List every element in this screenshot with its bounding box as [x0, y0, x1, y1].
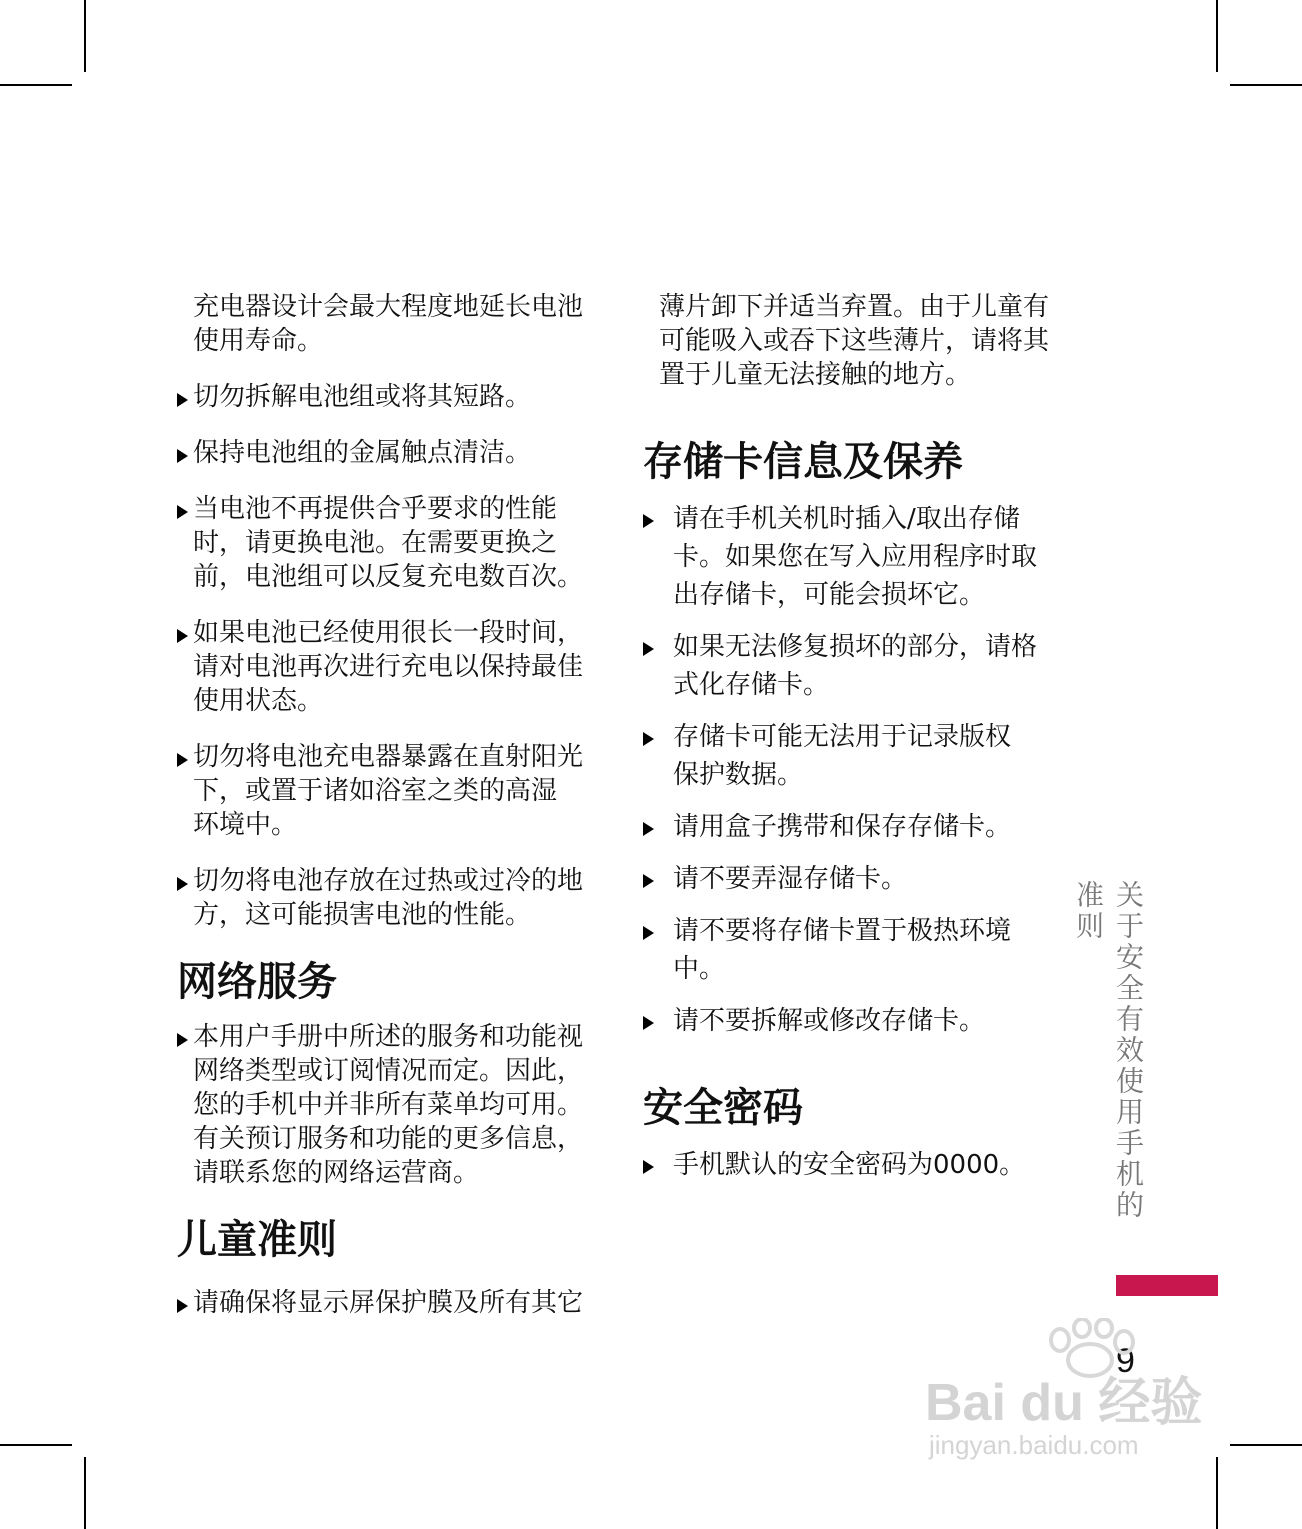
text-line: 请确保将显示屏保护膜及所有其它 — [193, 1288, 584, 1318]
list-item — [643, 1002, 1073, 1040]
text-line: 本用户手册中所述的服务和功能视 — [193, 1022, 584, 1052]
list-item — [643, 628, 1073, 704]
list-item — [177, 864, 597, 932]
memory-card-heading: 存储卡信息及保养 — [643, 439, 963, 485]
bullet-triangle-icon — [177, 629, 188, 643]
security-code-heading: 安全密码 — [643, 1085, 803, 1131]
list-item — [177, 616, 597, 718]
text-line: 使用状态。 — [193, 686, 324, 716]
right-column — [643, 290, 1073, 1184]
text-line: 如果无法修复损坏的部分，请格 — [673, 632, 1038, 662]
bullet-triangle-icon — [643, 874, 654, 888]
crop-mark — [1230, 1444, 1302, 1446]
network-heading: 网络服务 — [177, 959, 337, 1005]
text-line: 网络类型或订阅情况而定。因此， — [193, 1056, 584, 1086]
text-line: 出存储卡，可能会损坏它。 — [673, 580, 986, 610]
text-line: 当电池不再提供合乎要求的性能 — [193, 494, 558, 524]
text-line: 保持电池组的金属触点清洁。 — [193, 438, 532, 468]
crop-mark — [1216, 1457, 1218, 1529]
bullet-triangle-icon — [177, 505, 188, 519]
text-line: 手机默认的安全密码为0000。 — [673, 1150, 1026, 1180]
text-line: 请不要将存储卡置于极热环境 — [673, 916, 1012, 946]
text-line: 切勿将电池存放在过热或过冷的地 — [193, 866, 584, 896]
crop-mark — [84, 1457, 86, 1529]
left-column — [177, 290, 597, 1320]
text-line: 环境中。 — [193, 810, 298, 840]
list-item — [643, 912, 1073, 988]
list-item — [177, 380, 597, 414]
bullet-triangle-icon — [643, 514, 654, 528]
bullet-triangle-icon — [643, 1016, 654, 1030]
bullet-triangle-icon — [177, 393, 188, 407]
crop-mark — [0, 84, 72, 86]
text-line: 您的手机中并非所有菜单均可用。 — [193, 1090, 584, 1120]
intro-paragraph — [177, 290, 597, 358]
text-line: 请联系您的网络运营商。 — [193, 1158, 480, 1188]
accent-bar — [1116, 1275, 1218, 1296]
crop-mark — [1216, 0, 1218, 72]
bullet-triangle-icon — [643, 642, 654, 656]
text-line: 有关预订服务和功能的更多信息， — [193, 1124, 584, 1154]
list-item — [177, 1020, 597, 1190]
text-line: 置于儿童无法接触的地方。 — [659, 360, 972, 390]
crop-mark — [0, 1444, 72, 1446]
bullet-triangle-icon — [643, 926, 654, 940]
bullet-triangle-icon — [643, 822, 654, 836]
text-line: 可能吸入或吞下这些薄片，请将其 — [659, 326, 1050, 356]
list-item — [643, 718, 1073, 794]
text-line: 存储卡可能无法用于记录版权 — [673, 722, 1012, 752]
text-line: 请用盒子携带和保存存储卡。 — [673, 812, 1012, 842]
text-line: 薄片卸下并适当弃置。由于儿童有 — [659, 292, 1050, 322]
text-line: 切勿将电池充电器暴露在直射阳光 — [193, 742, 584, 772]
side-chapter-title: 关于安全有效使用手机的准则 — [1072, 880, 1145, 1221]
page-number: 9 — [1116, 1342, 1135, 1380]
text-line: 前，电池组可以反复充电数百次。 — [193, 562, 584, 592]
watermark-brand: Bai du 经验 — [925, 1374, 1203, 1432]
text-line: 请不要拆解或修改存储卡。 — [673, 1006, 986, 1036]
text-line: 请不要弄湿存储卡。 — [673, 864, 908, 894]
text-line: 请对电池再次进行充电以保持最佳 — [193, 652, 584, 682]
text-line: 中。 — [673, 954, 726, 984]
crop-mark — [1230, 84, 1302, 86]
watermark-url: jingyan.baidu.com — [929, 1430, 1139, 1460]
list-item — [177, 1286, 597, 1320]
list-item — [643, 500, 1073, 614]
list-item — [177, 492, 597, 594]
text-line: 方，这可能损害电池的性能。 — [193, 900, 532, 930]
children-heading: 儿童准则 — [177, 1217, 337, 1263]
text-line: 卡。如果您在写入应用程序时取 — [673, 542, 1038, 572]
bullet-triangle-icon — [643, 732, 654, 746]
text-line: 切勿拆解电池组或将其短路。 — [193, 382, 532, 412]
text-line: 保护数据。 — [673, 760, 804, 790]
continued-paragraph — [643, 290, 1073, 392]
bullet-triangle-icon — [177, 753, 188, 767]
text-line: 如果电池已经使用很长一段时间， — [193, 618, 584, 648]
bullet-triangle-icon — [177, 877, 188, 891]
text-line: 下，或置于诸如浴室之类的高湿 — [193, 776, 558, 806]
list-item — [643, 808, 1073, 846]
text-line: 充电器设计会最大程度地延长电池 — [193, 292, 584, 322]
list-item — [643, 860, 1073, 898]
list-item — [177, 436, 597, 470]
bullet-triangle-icon — [643, 1160, 654, 1174]
bullet-triangle-icon — [177, 1299, 188, 1313]
text-line: 式化存储卡。 — [673, 670, 830, 700]
list-item — [177, 740, 597, 842]
text-line: 时，请更换电池。在需要更换之 — [193, 528, 558, 558]
bullet-triangle-icon — [177, 449, 188, 463]
bullet-triangle-icon — [177, 1033, 188, 1047]
text-line: 请在手机关机时插入/取出存储 — [673, 504, 1020, 534]
crop-mark — [84, 0, 86, 72]
text-line: 使用寿命。 — [193, 326, 324, 356]
list-item — [643, 1146, 1073, 1184]
